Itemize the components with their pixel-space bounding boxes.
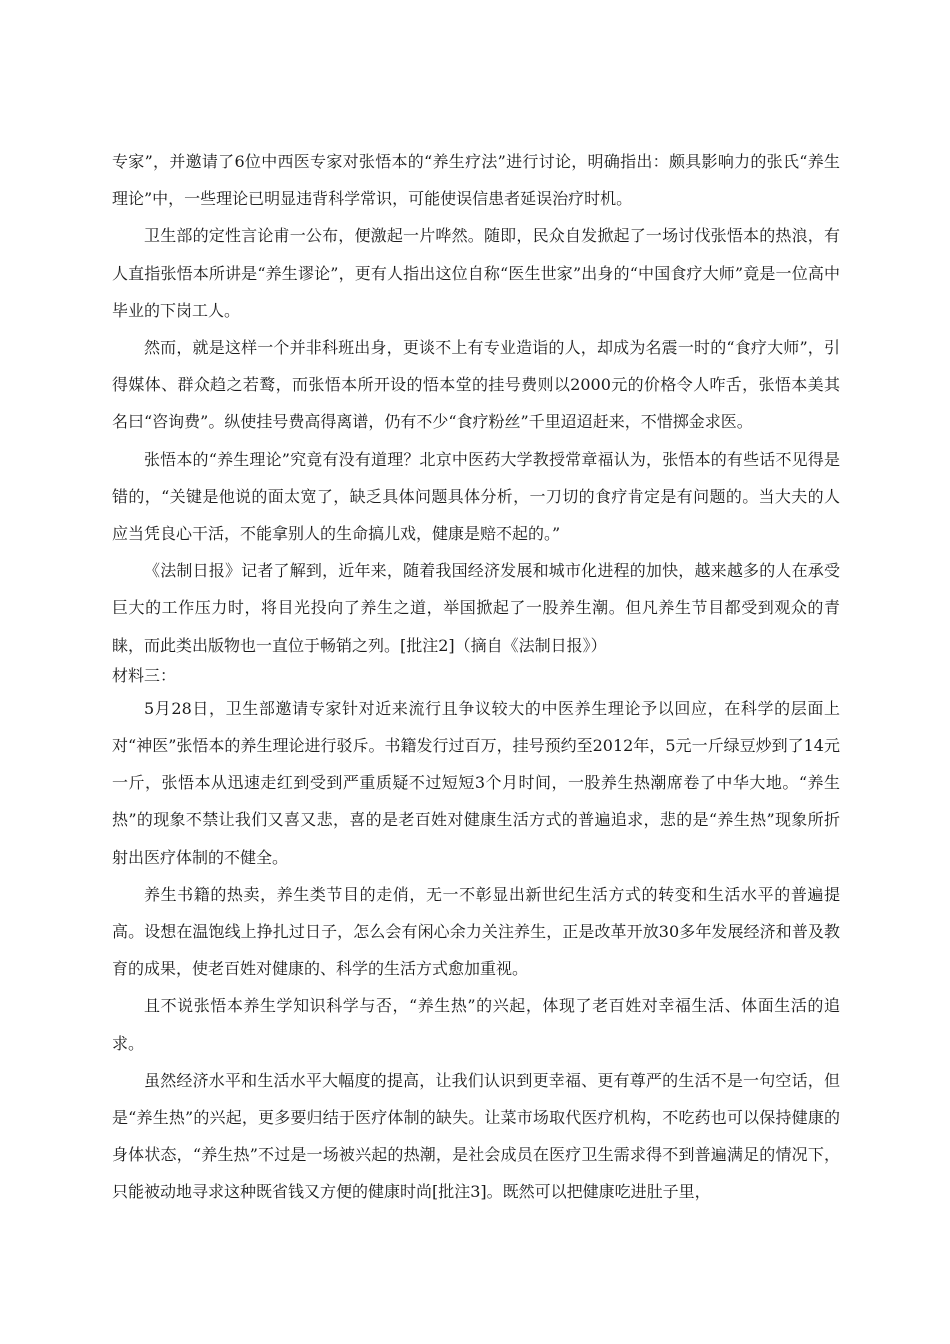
paragraph: 张悟本的“养生理论”究竟有没有道理？北京中医药大学教授常章福认为，张悟本的有些话不见得是错的，“关键是他说的面太宽了，缺乏具体问题具体分析，一刀切的食疗肯定是有问题的。当大夫的人应当凭良心干活，不能拿别人的生命搞儿戏，健康是赔不起的。”: [112, 449, 840, 544]
paragraph: 5月28日，卫生部邀请专家针对近来流行且争议较大的中医养生理论予以回应，在科学的层面上对“神医”张悟本的养生理论进行驳斥。书籍发行过百万，挂号预约至2012年，5元一斤绿豆炒到了14元一斤，张悟本从迅速走红到受到严重质疑不过短短3个月时间，一股养生热潮席卷了中华大地。“养生热”的现象不禁让我们又喜又悲，喜的是老百姓对健康生活方式的普遍追求，悲的是“养生热”现象所折射出医疗体制的不健全。: [112, 698, 840, 867]
paragraph: 养生书籍的热卖，养生类节目的走俏，无一不彰显出新世纪生活方式的转变和生活水平的普遍提高。设想在温饱线上挣扎过日子，怎么会有闲心余力关注养生，正是改革开放30多年发展经济和普及教育的成果，使老百姓对健康的、科学的生活方式愈加重视。: [112, 884, 840, 979]
paragraph: 虽然经济水平和生活水平大幅度的提高，让我们认识到更幸福、更有尊严的生活不是一句空话，但是“养生热”的兴起，更多要归结于医疗体制的缺失。让菜市场取代医疗机构，不吃药也可以保持健康的身体状态，“养生热”不过是一场被兴起的热潮，是社会成员在医疗卫生需求得不到普遍满足的情况下，只能被动地寻求这种既省钱又方便的健康时尚[批注3]。既然可以把健康吃进肚子里，: [112, 1070, 840, 1202]
document-body: [112, 143, 840, 1211]
paragraph-continuation: 专家”，并邀请了6位中西医专家对张悟本的“养生疗法”进行讨论，明确指出：颇具影响力的张氏“养生理论”中，一些理论已明显违背科学常识，可能使误信患者延误治疗时机。: [112, 152, 840, 209]
section-label: 材料三：: [112, 665, 177, 685]
paragraph: 卫生部的定性言论甫一公布，便激起一片哗然。随即，民众自发掀起了一场讨伐张悟本的热浪，有人直指张悟本所讲是“养生谬论”，更有人指出这位自称“医生世家”出身的“中国食疗大师”竟是一位高中毕业的下岗工人。: [112, 226, 840, 320]
paragraph: 然而，就是这样一个并非科班出身，更谈不上有专业造诣的人，却成为名震一时的“食疗大师”，引得媒体、群众趋之若鹜，而张悟本所开设的悟本堂的挂号费则以2000元的价格令人咋舌，张悟本美其名曰“咨询费”。纵使挂号费高得离谱，仍有不少“食疗粉丝”千里迢迢赶来，不惜掷金求医。: [112, 338, 840, 432]
paragraph: 且不说张悟本养生学知识科学与否，“养生热”的兴起，体现了老百姓对幸福生活、体面生活的追求。: [112, 996, 840, 1053]
paragraph: 《法制日报》记者了解到，近年来，随着我国经济发展和城市化进程的加快，越来越多的人在承受巨大的工作压力时，将目光投向了养生之道，举国掀起了一股养生潮。但凡养生节目都受到观众的青睐，而此类出版物也一直位于畅销之列。[批注2]（摘自《法制日报》）: [112, 561, 840, 655]
